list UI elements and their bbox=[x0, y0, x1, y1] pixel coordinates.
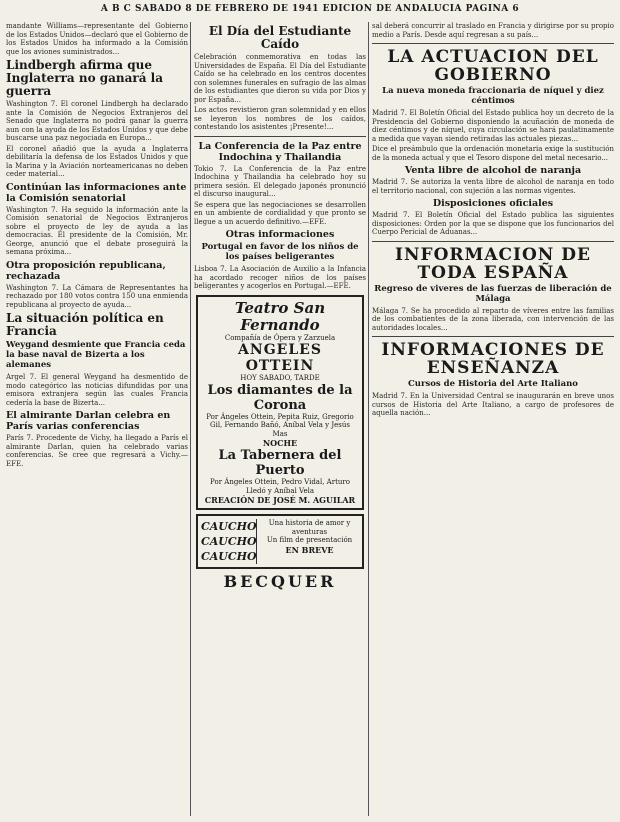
ad-text: Una historia de amor y aventuras bbox=[268, 519, 351, 536]
ad-text: Compañía de Ópera y Zarzuela bbox=[224, 333, 336, 342]
headline-disposiciones: Disposiciones oficiales bbox=[432, 198, 554, 209]
divider bbox=[372, 43, 614, 44]
article-text: Tokio 7. La Conferencia de la Paz entre Indochina y Thailandia ha celebrado hoy su primera sesión. El delegado japonés pronunció el discurso inaugural... bbox=[194, 164, 366, 198]
advertisement-teatro bbox=[196, 295, 364, 511]
article-text: Madrid 7. El Boletín Oficial del Estado publica hoy un decreto de la Presidencia del Gobierno disponiendo la acuñación de moneda de diez céntimos y de níquel, cuya circulación se hará paulatinamente a medida que vayan siendo retiradas las actuales piezas... bbox=[372, 109, 614, 143]
article-text: Málaga 7. Se ha procedido al reparto de víveres entre las familias de los combatientes de la zona liberada, con intervención de las autoridades locales... bbox=[372, 306, 614, 332]
article-text: Washington 7. El coronel Lindbergh ha declarado ante la Comisión de Negocios Extranjeros del Senado que Inglaterra no podrá ganar la guerra aun con la ayuda de los Estados Unidos y que debe buscarse una paz negociada en Europa... bbox=[6, 100, 188, 142]
article-text: Lisboa 7. La Asociación de Auxilio a la Infancia ha acordado recoger niños de los países beligerantes y acogerlos en Portugal.—EFE. bbox=[194, 265, 366, 290]
ad-star-name: ANGELES OTTEIN bbox=[238, 342, 322, 374]
column-rule bbox=[368, 22, 369, 816]
article-text: Argel 7. El general Weygand ha desmentido de modo categórico las noticias difundidas por una emisora extranjera según las cuales Francia cedería la base de Bizerta... bbox=[6, 373, 188, 407]
column-rule bbox=[190, 22, 191, 816]
ad-becquer-brand: BECQUER bbox=[223, 572, 337, 591]
article-text: Se espera que las negociaciones se desarrollen en un ambiente de cordialidad y que pronto se llegue a un acuerdo definitivo.—EFE. bbox=[194, 200, 366, 226]
ad-work-title: Los diamantes de la Corona bbox=[207, 382, 353, 413]
headline-ensenanza: INFORMACIONES DE ENSEÑANZA bbox=[381, 340, 605, 378]
headline-alcohol: Venta libre de alcohol de naranja bbox=[404, 165, 582, 176]
column-right bbox=[372, 22, 614, 818]
headline-toda-espana: INFORMACION DE TODA ESPAÑA bbox=[395, 244, 591, 283]
headline-proposicion: Otra proposición republicana, rechazada bbox=[6, 259, 166, 282]
column-middle bbox=[194, 22, 366, 818]
article-text: París 7. Procedente de Vichy, ha llegado a París el almirante Darlan, quien ha celebrado varias conferencias. Se cree que regresará a Vichy.—EFE. bbox=[6, 434, 188, 468]
ad-text: CREACIÓN DE JOSÉ M. AGUILAR bbox=[204, 495, 356, 505]
headline-comision: Continúan las informaciones ante la Comisión senatorial bbox=[6, 181, 187, 204]
article-text: Los actos revistieron gran solemnidad y en ellos se leyeron los nombres de los caídos, contestando los asistentes ¡Presente!... bbox=[194, 106, 366, 131]
article-text: Madrid 7. En la Universidad Central se inaugurarán en breve unos cursos de Historia del Arte Italiano, a cargo de profesores de aquella nación... bbox=[372, 392, 614, 417]
article-text: Washington 7. La Cámara de Representantes ha rechazado por 180 votos contra 150 una enmienda republicana al proyecto de ayuda... bbox=[6, 283, 188, 309]
ad-work-title: La Tabernera del Puerto bbox=[218, 448, 342, 478]
article-text: El coronel añadió que la ayuda a Inglaterra debilitaría la defensa de los Estados Unidos y que la Marina y la Aviación norteamericanas no deben ceder material... bbox=[6, 144, 188, 178]
advertisement-caucho bbox=[196, 514, 364, 569]
ad-caucho-block bbox=[201, 519, 257, 564]
article-text: Madrid 7. Se autoriza la venta libre de alcohol de naranja en todo el territorio nacional, con sujeción a las normas vigentes. bbox=[372, 178, 614, 195]
divider bbox=[372, 241, 614, 242]
headline-estudiante: El Día del Estudiante Caído bbox=[208, 24, 352, 51]
headline-francia: La situación política en Francia bbox=[6, 311, 164, 338]
subheadline-portugal: Portugal en favor de los niños de los países beligerantes bbox=[201, 242, 359, 262]
ad-text: HOY SABADO, TARDE bbox=[240, 374, 320, 382]
headline-conferencia: La Conferencia de la Paz entre Indochina y Thailandia bbox=[198, 140, 362, 163]
headline-darlan: El almirante Darlan celebra en París varias conferencias bbox=[6, 410, 171, 432]
column-left bbox=[6, 22, 188, 818]
article-text: Washington 7. Ha seguido la información ante la Comisión senatorial de Negocios Extranjeros sobre el proyecto de ley de ayuda a las democracias. El presidente de la Comisión, Mr. George, anunció que el debate proseguirá la semana próxima... bbox=[6, 205, 188, 256]
ad-text: Un film de presentación bbox=[266, 536, 353, 544]
headline-lindbergh: Lindbergh afirma que Inglaterra no ganará la guerra bbox=[6, 58, 164, 98]
page-header: A B C SABADO 8 DE FEBRERO DE 1941 EDICION DE ANDALUCIA PAGINA 6 bbox=[100, 4, 520, 14]
article-text: Dice el preámbulo que la ordenación monetaria exige la sustitución de la moneda actual y que el Tesoro dispone del metal necesario... bbox=[372, 145, 614, 162]
subheadline-viveres: Regreso de viveres de las fuerzas de liberación de Málaga bbox=[374, 283, 612, 304]
ad-caucho-word: CAUCHO bbox=[201, 520, 257, 533]
headline-gobierno: LA ACTUACION DEL GOBIERNO bbox=[387, 47, 599, 85]
ad-caucho-word: CAUCHO bbox=[201, 535, 257, 548]
ad-text: Por Ángeles Ottein, Pepita Ruiz, Gregorio Gil, Fernando Bañó, Aníbal Vela y Jesús Mas bbox=[206, 412, 354, 438]
ad-text: NOCHE bbox=[262, 438, 298, 448]
ad-caucho-word: CAUCHO bbox=[201, 550, 257, 563]
subheadline-weygand: Weygand desmiente que Francia ceda la base naval de Bizerta a los alemanes bbox=[6, 340, 186, 370]
subheadline-arte: Cursos de Historia del Arte Italiano bbox=[408, 379, 578, 389]
ad-text: EN BREVE bbox=[285, 544, 334, 555]
divider bbox=[372, 336, 614, 337]
ad-theatre-name: Teatro San Fernando bbox=[234, 298, 326, 334]
article-text: Celebración conmemorativa en todas las Universidades de España. El Día del Estudiante Caído se ha celebrado en los centros docentes con solemnes funerales en sufragio de las almas de los estudiantes que dieron su vida por Dios y por España... bbox=[194, 53, 366, 104]
headline-otras: Otras informaciones bbox=[225, 229, 335, 240]
subheadline-moneda: La nueva moneda fraccionaria de níquel y diez céntimos bbox=[382, 86, 604, 106]
article-text: Madrid 7. El Boletín Oficial del Estado publica las siguientes disposiciones: Orden por la que se dispone que los funcionarios del Cuerpo Pericial de Aduanas... bbox=[372, 211, 614, 236]
divider bbox=[194, 136, 366, 137]
ad-caucho-info bbox=[257, 519, 359, 564]
article-text: mandante Williams—representante del Gobierno de los Estados Unidos—declaró que el Gobierno de los Estados Unidos ha informado a la Comisión que los aviones suministrados... bbox=[6, 22, 188, 56]
ad-text: Por Ángeles Ottein, Pedro Vidal, Arturo Lledó y Aníbal Vela bbox=[210, 478, 350, 495]
article-text: sal deberá concurrir al traslado en Francia y dirigirse por su propio medio a París. Desde aquí regresan a su país... bbox=[372, 22, 614, 39]
